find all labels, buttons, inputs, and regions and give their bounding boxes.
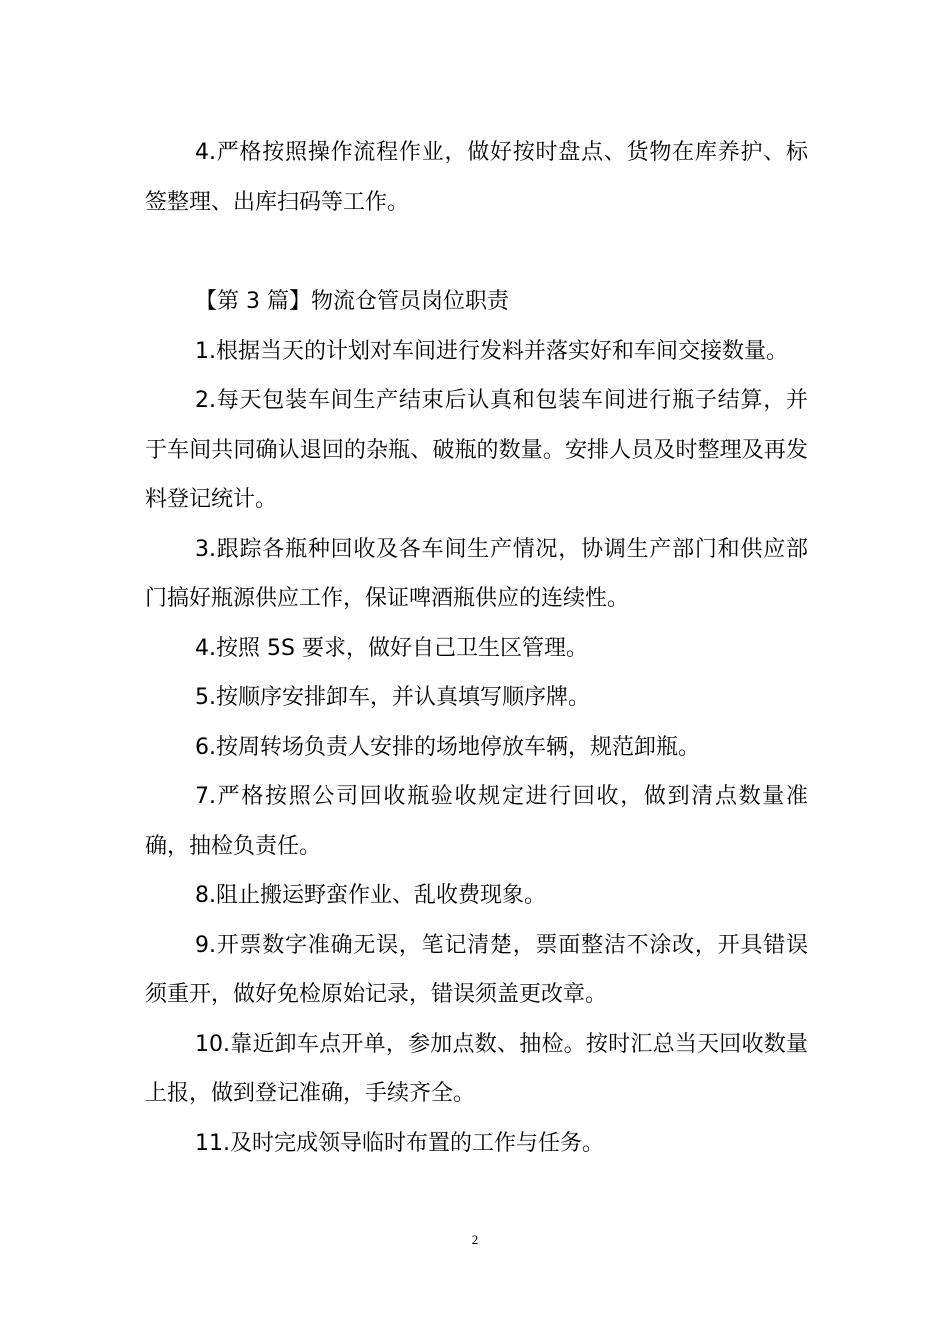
duty-item-7: 7.严格按照公司回收瓶验收规定进行回收，做到清点数量准确，抽检负责任。 (145, 784, 808, 859)
document-body (145, 128, 808, 1168)
duty-item-10: 10.靠近卸车点开单，参加点数、抽检。按时汇总当天回收数量上报，做到登记准确，手续齐全。 (145, 1031, 808, 1106)
section-heading: 【第 3 篇】物流仓管员岗位职责 (195, 289, 509, 314)
duty-item-5: 5.按顺序安排卸车，并认真填写顺序牌。 (195, 685, 590, 710)
duty-item-6: 6.按周转场负责人安排的场地停放车辆，规范卸瓶。 (195, 734, 700, 760)
intro-paragraph: 4.严格按照操作流程作业，做好按时盘点、货物在库养护、标签整理、出库扫码等工作。 (145, 140, 808, 215)
duty-item-8: 8.阻止搬运野蛮作业、乱收费现象。 (195, 883, 546, 908)
duty-item-1: 1.根据当天的计划对车间进行发料并落实好和车间交接数量。 (195, 338, 788, 364)
duty-item-3: 3.跟踪各瓶种回收及各车间生产情况，协调生产部门和供应部门搞好瓶源供应工作，保证啤酒瓶供应的连续性。 (145, 536, 808, 611)
duty-item-9: 9.开票数字准确无误，笔记清楚，票面整洁不涂改，开具错误须重开，做好免检原始记录，错误须盖更改章。 (145, 932, 808, 1007)
paragraph-gap (145, 227, 808, 277)
duty-item-4: 4.按照 5S 要求，做好自己卫生区管理。 (195, 635, 588, 661)
duty-item-11: 11.及时完成领导临时布置的工作与任务。 (195, 1130, 604, 1156)
page-number: 2 (471, 1232, 479, 1247)
duty-item-2: 2.每天包装车间生产结束后认真和包装车间进行瓶子结算，并于车间共同确认退回的杂瓶、破瓶的数量。安排人员及时整理及再发料登记统计。 (145, 388, 808, 512)
